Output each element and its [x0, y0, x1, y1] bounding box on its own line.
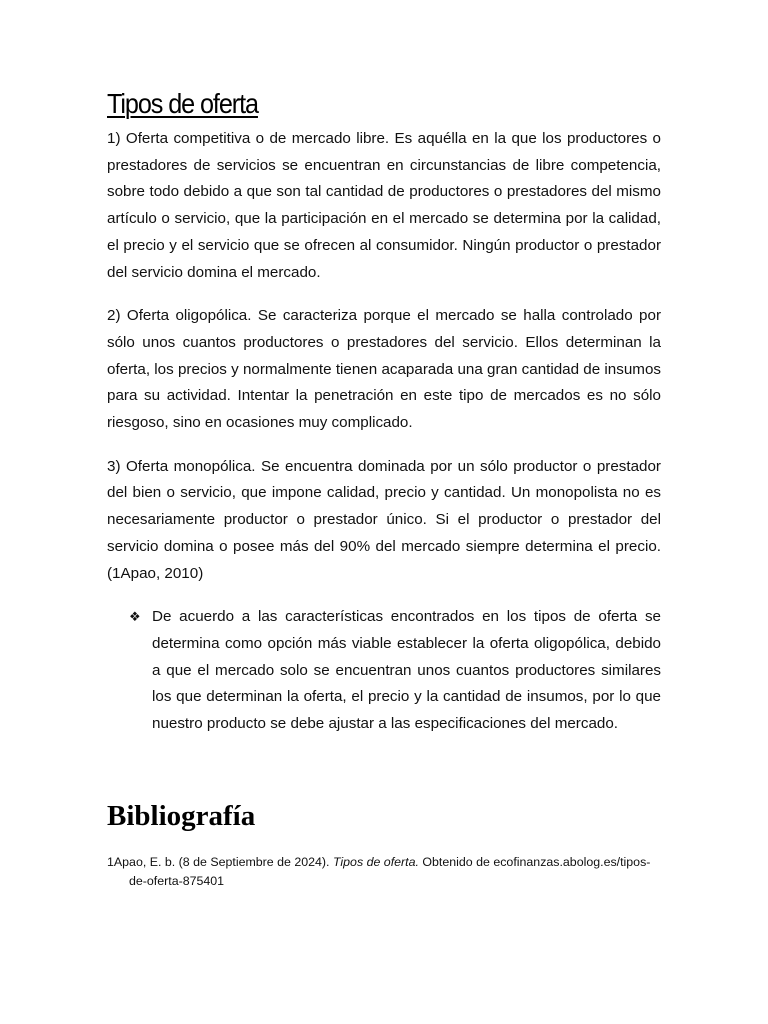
bibliography-source: Obtenido de ecofinanzas.abolog.es/tipos-de-oferta-875401: [129, 854, 651, 888]
bibliography-work-title: Tipos de oferta.: [332, 854, 419, 869]
conclusion-bullet: [129, 604, 661, 738]
paragraph-oferta-oligopolica: 2) Oferta oligopólica. Se caracteriza porque el mercado se halla controlado por sólo unos cuantos productores o prestadores del servicio. Ellos determinan la oferta, los precios y normalmente tienen acaparada una gran cantidad de insumos para su actividad. Intentar la penetración en este tipo de mercados es no sólo riesgoso, sino en ocasiones muy complicado.: [107, 307, 661, 432]
paragraph-oferta-competitiva: 1) Oferta competitiva o de mercado libre. Es aquélla en la que los productores o prestadores de servicios se encuentran en circunstancias de libre competencia, sobre todo debido a que son tal cantidad de productores o prestadores del mismo artículo o servicio, que la participación en el mercado se determina por la calidad, el precio y el servicio que se ofrecen al consumidor. Ningún productor o prestador del servicio domina el mercado.: [107, 130, 661, 281]
bibliography-title: Bibliografía: [107, 799, 256, 832]
bibliography-authors: 1Apao, E. b. (8 de Septiembre de 2024).: [107, 854, 330, 869]
document-content: [107, 88, 661, 891]
paragraph-oferta-monopolica: 3) Oferta monopólica. Se encuentra dominada por un sólo productor o prestador del bien o servicio, que impone calidad, precio y cantidad. Un monopolista no es necesariamente productor o prestador único. Si el productor o prestador del servicio domina o posee más del 90% del mercado siempre determina el precio. (1Apao, 2010): [107, 457, 661, 582]
section-title: Tipos de oferta: [107, 88, 258, 119]
conclusion-bullet-text: De acuerdo a las características encontrados en los tipos de oferta se determina como opción más viable establecer la oferta oligopólica, debido a que el mercado solo se encuentran unos cuantos productores similares los que determinan la oferta, el precio y la cantidad de insumos, por lo que nuestro producto se debe ajustar a las especificaciones del mercado.: [152, 608, 661, 733]
diamond-bullet-icon: ❖: [129, 609, 141, 625]
bibliography-entry: [107, 853, 661, 891]
